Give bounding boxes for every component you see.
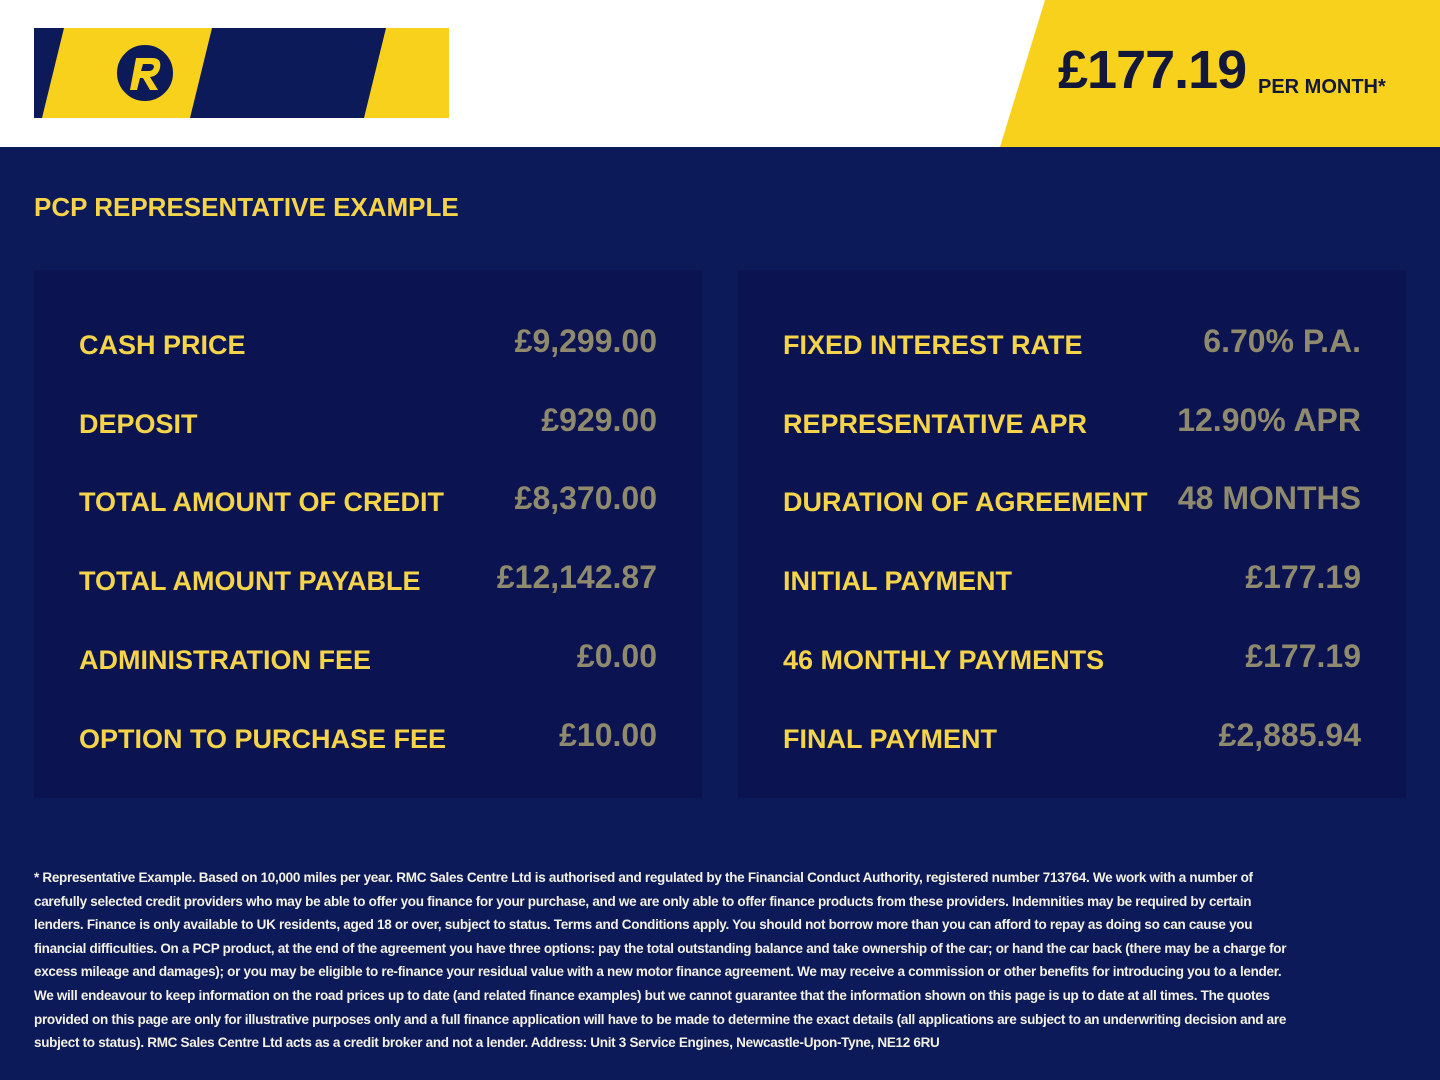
row-value: £177.19 [1245, 559, 1361, 595]
row-value: £177.19 [1245, 638, 1361, 674]
row-value: £2,885.94 [1218, 717, 1361, 753]
disclaimer-text: * Representative Example. Based on 10,000 miles per year. RMC Sales Centre Ltd is authorised and regulated by the Financial Conduct Authority, registered number 713764. We work with a number of carefully selected credit providers who may be able to offer you finance for your purchase, and we are only able to offer finance products from these providers. Indemnities may be required by certain lenders. Finance is only available to UK residents, aged 18 or over, subject to status. Terms and Conditions apply. You should not borrow more than you can afford to repay as doing so can cause you financial difficulties. On a PCP product, at the end of the agreement you have three options: pay the total outstanding balance and take ownership of the car; or hand the car back (there may be a charge for excess mileage and damages); or you may be eligible to re-finance your residual value with a new motor finance agreement. We may receive a commission or other benefits for introducing you to a lender. We will endeavour to keep information on the road prices up to date (and related finance examples) but we cannot guarantee that the information shown on this page is up to date at all times. The quotes provided on this page are only for illustrative purposes only and a full finance application will have to be made to determine the exact details (all applications are subject to an underwriting decision and are subject to status). RMC Sales Centre Ltd acts as a credit broker and not a lender. Address: Unit 3 Service Engines, Newcastle-Upon-Tyne, NE12 6RU [34, 870, 1287, 1051]
logo [34, 28, 449, 118]
row-label: 46 MONTHLY PAYMENTS [783, 645, 1105, 675]
rmc-emblem-icon [110, 38, 180, 108]
row-value: £0.00 [576, 638, 657, 674]
row-label: TOTAL AMOUNT PAYABLE [79, 566, 421, 596]
row-value: £12,142.87 [496, 559, 657, 595]
section-title: PCP REPRESENTATIVE EXAMPLE [34, 192, 459, 222]
row-cash-price [79, 325, 657, 365]
logo-subtitle: AUTO CENTRE [214, 90, 279, 100]
row-total-credit [79, 482, 657, 522]
row-final-payment [783, 719, 1361, 759]
row-monthly-payments [783, 640, 1361, 680]
finance-panel-right [738, 270, 1406, 798]
row-initial-payment [783, 561, 1361, 601]
row-deposit [79, 404, 657, 444]
row-label: FIXED INTEREST RATE [783, 330, 1083, 360]
row-label: DEPOSIT [79, 409, 198, 439]
row-apr [783, 404, 1361, 444]
header [0, 0, 1440, 147]
row-label: TOTAL AMOUNT OF CREDIT [79, 487, 444, 517]
row-value: 12.90% APR [1177, 402, 1361, 438]
row-value: £8,370.00 [514, 480, 657, 516]
row-label: FINAL PAYMENT [783, 724, 998, 754]
row-value: 6.70% P.A. [1203, 323, 1361, 359]
row-value: £9,299.00 [514, 323, 657, 359]
row-admin-fee [79, 640, 657, 680]
logo-wordmark: RMC [217, 43, 312, 92]
row-total-payable [79, 561, 657, 601]
row-option-fee [79, 719, 657, 759]
row-value: £929.00 [541, 402, 657, 438]
monthly-price: £177.19 [1058, 40, 1247, 100]
row-value: £10.00 [559, 717, 657, 753]
finance-panel-left [34, 270, 702, 798]
row-label: ADMINISTRATION FEE [79, 645, 371, 675]
row-duration [783, 482, 1361, 522]
row-fixed-rate [783, 325, 1361, 365]
row-label: INITIAL PAYMENT [783, 566, 1013, 596]
per-month-label: PER MONTH* [1258, 76, 1386, 98]
row-label: DURATION OF AGREEMENT [783, 487, 1148, 517]
row-label: REPRESENTATIVE APR [783, 409, 1088, 439]
row-label: OPTION TO PURCHASE FEE [79, 724, 447, 754]
row-label: CASH PRICE [79, 330, 246, 360]
row-value: 48 MONTHS [1177, 480, 1361, 516]
